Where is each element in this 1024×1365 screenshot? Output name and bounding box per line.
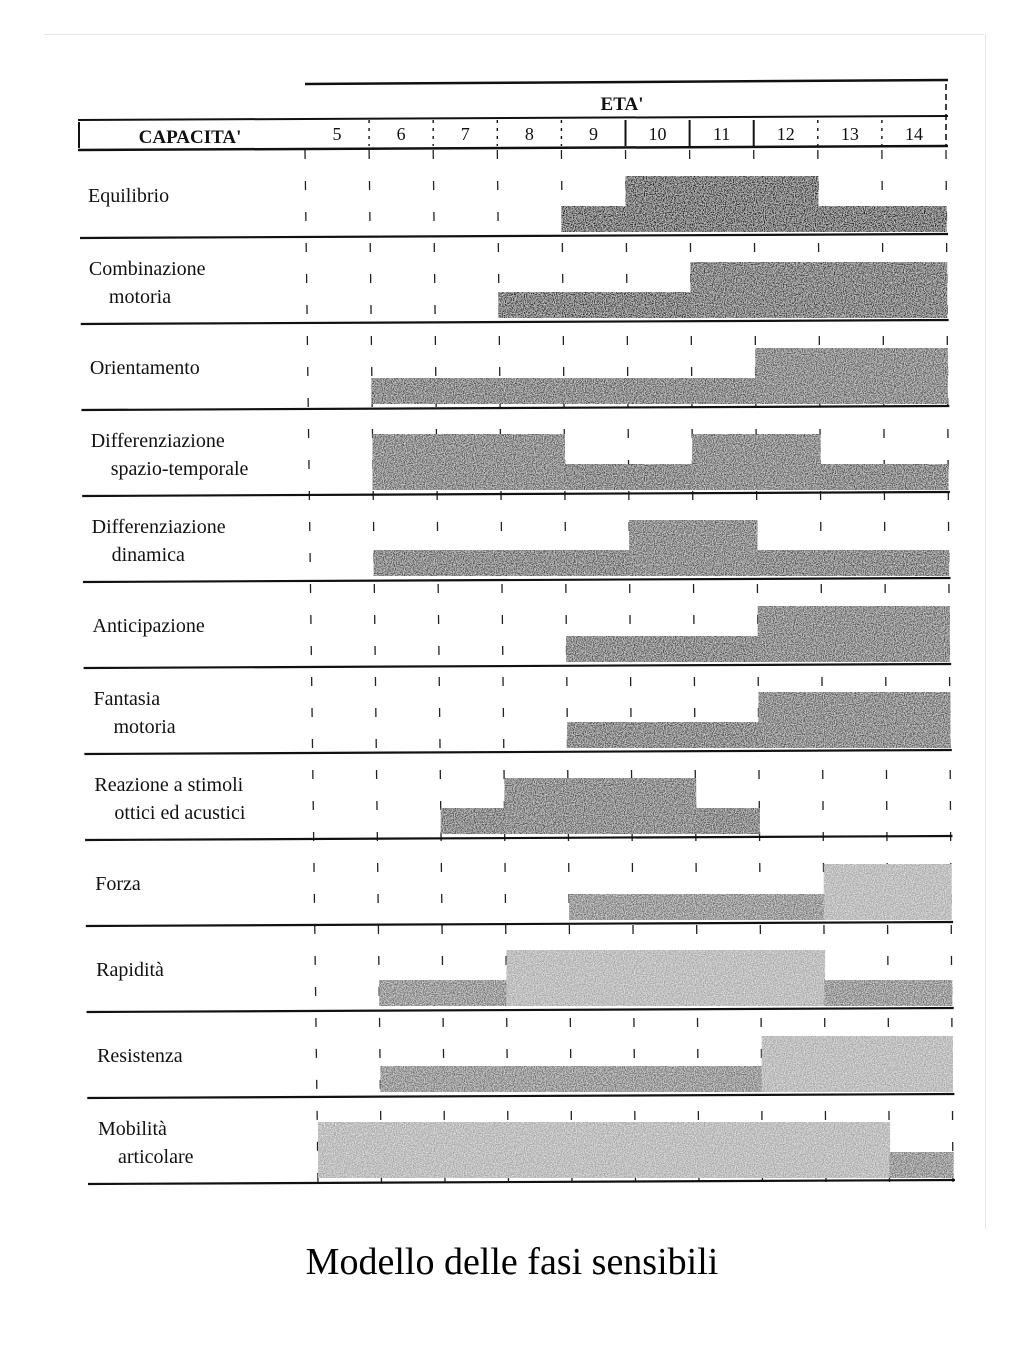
capacity-label: Combinazione bbox=[88, 258, 206, 280]
phase-bar bbox=[819, 348, 884, 404]
capacity-row bbox=[84, 688, 951, 754]
capacity-label: Mobilità bbox=[98, 1118, 167, 1140]
age-label-11: 11 bbox=[712, 124, 731, 144]
phase-bar bbox=[888, 980, 952, 1006]
capacity-label: Orientamento bbox=[89, 357, 200, 379]
capacity-row bbox=[80, 176, 948, 238]
age-label-13: 13 bbox=[840, 124, 859, 144]
capacity-label: articolare bbox=[118, 1146, 194, 1168]
capacity-row bbox=[85, 774, 952, 840]
phase-bar bbox=[691, 378, 756, 404]
phase-bar bbox=[825, 1036, 889, 1092]
phase-bar bbox=[757, 550, 821, 576]
capacity-label: Forza bbox=[95, 873, 141, 895]
phase-bar bbox=[572, 1122, 636, 1178]
row-separator bbox=[86, 922, 953, 926]
capacity-label: Resistenza bbox=[97, 1045, 183, 1067]
phase-bar bbox=[886, 692, 950, 748]
phase-bar bbox=[507, 1066, 571, 1092]
age-label-6: 6 bbox=[396, 124, 406, 144]
column-header: ETA' bbox=[600, 94, 644, 115]
phase-bar bbox=[694, 636, 758, 662]
phase-bar bbox=[561, 206, 626, 232]
row-separator bbox=[80, 234, 948, 238]
phase-bar bbox=[889, 1036, 953, 1092]
phase-bar bbox=[826, 1122, 890, 1178]
phase-bar bbox=[884, 464, 949, 490]
phase-bar bbox=[501, 550, 565, 576]
age-label-12: 12 bbox=[776, 124, 795, 144]
age-label-10: 10 bbox=[648, 124, 667, 144]
phase-bar bbox=[571, 1066, 635, 1092]
phase-bar bbox=[885, 606, 949, 662]
capacity-label: dinamica bbox=[111, 544, 185, 566]
phase-bar bbox=[628, 464, 693, 490]
phase-bar bbox=[633, 894, 697, 920]
phase-bar bbox=[636, 1122, 700, 1178]
phase-bar bbox=[566, 636, 630, 662]
phase-bar bbox=[435, 378, 500, 404]
capacity-row bbox=[81, 348, 949, 410]
phase-bar bbox=[882, 206, 947, 232]
phase-bar bbox=[696, 808, 760, 834]
row-separator bbox=[83, 578, 951, 582]
phase-bar bbox=[380, 1066, 444, 1092]
phase-bar bbox=[371, 378, 436, 404]
phase-bar bbox=[630, 636, 694, 662]
phase-bar bbox=[564, 464, 629, 490]
phase-bar bbox=[825, 980, 889, 1006]
phase-bar bbox=[635, 1066, 699, 1092]
age-label-8: 8 bbox=[524, 124, 534, 144]
row-separator bbox=[81, 320, 949, 324]
capacity-label: Anticipazione bbox=[92, 615, 205, 637]
phase-bar bbox=[824, 864, 888, 920]
phase-bar bbox=[695, 722, 759, 748]
capacity-row bbox=[87, 950, 954, 1012]
phase-bar bbox=[379, 980, 443, 1006]
phase-bar bbox=[563, 378, 628, 404]
phase-bar bbox=[562, 292, 627, 318]
age-labels bbox=[333, 124, 923, 144]
capacity-row bbox=[82, 430, 950, 496]
phase-bar bbox=[443, 980, 507, 1006]
phase-bar bbox=[509, 1122, 573, 1178]
phase-bar bbox=[498, 292, 563, 318]
header-mid-rule bbox=[78, 116, 948, 120]
row-separator bbox=[87, 1094, 954, 1098]
phase-bar bbox=[699, 1122, 763, 1178]
phase-bar bbox=[692, 434, 757, 490]
phase-bar bbox=[499, 378, 564, 404]
phase-bar bbox=[506, 950, 570, 1006]
phase-bar bbox=[887, 864, 951, 920]
capacity-label: Differenziazione bbox=[91, 516, 226, 538]
row-separator bbox=[85, 836, 952, 840]
phase-bar bbox=[696, 894, 760, 920]
phase-bar bbox=[441, 808, 505, 834]
row-separator bbox=[88, 1180, 955, 1184]
capacity-label: Differenziazione bbox=[90, 430, 225, 452]
phase-bar bbox=[626, 292, 691, 318]
phase-bar bbox=[632, 778, 696, 834]
capacity-row bbox=[87, 1036, 954, 1098]
age-label-7: 7 bbox=[460, 124, 470, 144]
phase-bar bbox=[762, 1036, 826, 1092]
caption: Modello delle fasi sensibili bbox=[305, 1241, 719, 1283]
phase-bar bbox=[437, 550, 501, 576]
phase-bar bbox=[883, 262, 948, 318]
phase-bar bbox=[820, 464, 885, 490]
capacity-label: ottici ed acustici bbox=[114, 802, 246, 824]
phase-bar bbox=[627, 378, 692, 404]
phase-bar bbox=[754, 176, 819, 232]
phase-bar bbox=[885, 550, 949, 576]
phase-bar bbox=[318, 1122, 382, 1178]
phase-bar bbox=[634, 950, 698, 1006]
phase-bar bbox=[755, 348, 820, 404]
phase-bar bbox=[759, 692, 823, 748]
phase-bar bbox=[819, 262, 884, 318]
phase-bar bbox=[445, 1122, 509, 1178]
capacity-label: Rapidità bbox=[96, 959, 164, 981]
capacity-label: spazio-temporale bbox=[110, 458, 249, 480]
phase-bar bbox=[567, 722, 631, 748]
capacity-rows bbox=[80, 176, 955, 1184]
phase-bar bbox=[569, 894, 633, 920]
age-label-9: 9 bbox=[588, 124, 598, 144]
phase-bar bbox=[763, 1122, 827, 1178]
phase-bar bbox=[818, 206, 883, 232]
phase-bar bbox=[374, 550, 438, 576]
phase-bar bbox=[372, 434, 437, 490]
capacity-row bbox=[84, 606, 952, 668]
phase-bar bbox=[756, 434, 821, 490]
capacity-label: Equilibrio bbox=[88, 185, 170, 207]
phase-bar bbox=[690, 176, 755, 232]
capacity-label: Fantasia bbox=[93, 688, 161, 710]
phase-bar bbox=[821, 550, 885, 576]
row-separator bbox=[84, 664, 952, 668]
row-header: CAPACITA' bbox=[138, 127, 242, 148]
phase-bar bbox=[697, 950, 761, 1006]
phase-bar bbox=[755, 262, 820, 318]
phase-bar bbox=[698, 1066, 762, 1092]
phase-bar bbox=[436, 434, 501, 490]
phase-bar bbox=[626, 176, 691, 232]
phase-bar bbox=[382, 1122, 446, 1178]
capacity-row bbox=[81, 258, 949, 324]
phase-bar bbox=[570, 950, 634, 1006]
capacity-row bbox=[86, 864, 953, 926]
phase-bar bbox=[565, 550, 629, 576]
row-separator bbox=[84, 750, 951, 754]
phase-bar bbox=[761, 950, 825, 1006]
phase-bar bbox=[890, 1152, 954, 1178]
phase-bar bbox=[822, 606, 886, 662]
phase-bar bbox=[500, 434, 565, 490]
row-separator bbox=[81, 406, 949, 410]
phase-bar bbox=[883, 348, 948, 404]
phase-bar bbox=[504, 778, 568, 834]
age-label-5: 5 bbox=[332, 124, 342, 144]
phase-bar bbox=[693, 520, 757, 576]
capacity-label: Reazione a stimoli bbox=[94, 774, 244, 796]
phase-bar bbox=[444, 1066, 508, 1092]
capacity-label: motoria bbox=[108, 286, 172, 308]
phase-bar bbox=[758, 606, 822, 662]
header-top-rule bbox=[305, 80, 948, 84]
row-separator bbox=[87, 1008, 954, 1012]
phase-bar bbox=[690, 262, 755, 318]
age-label-14: 14 bbox=[904, 124, 923, 144]
phase-bar bbox=[760, 894, 824, 920]
capacity-label: motoria bbox=[113, 716, 176, 738]
capacity-row bbox=[88, 1118, 955, 1184]
phase-bar bbox=[822, 692, 886, 748]
phase-bar bbox=[629, 520, 693, 576]
row-separator bbox=[82, 492, 950, 496]
phase-bar bbox=[631, 722, 695, 748]
phase-bar bbox=[568, 778, 632, 834]
